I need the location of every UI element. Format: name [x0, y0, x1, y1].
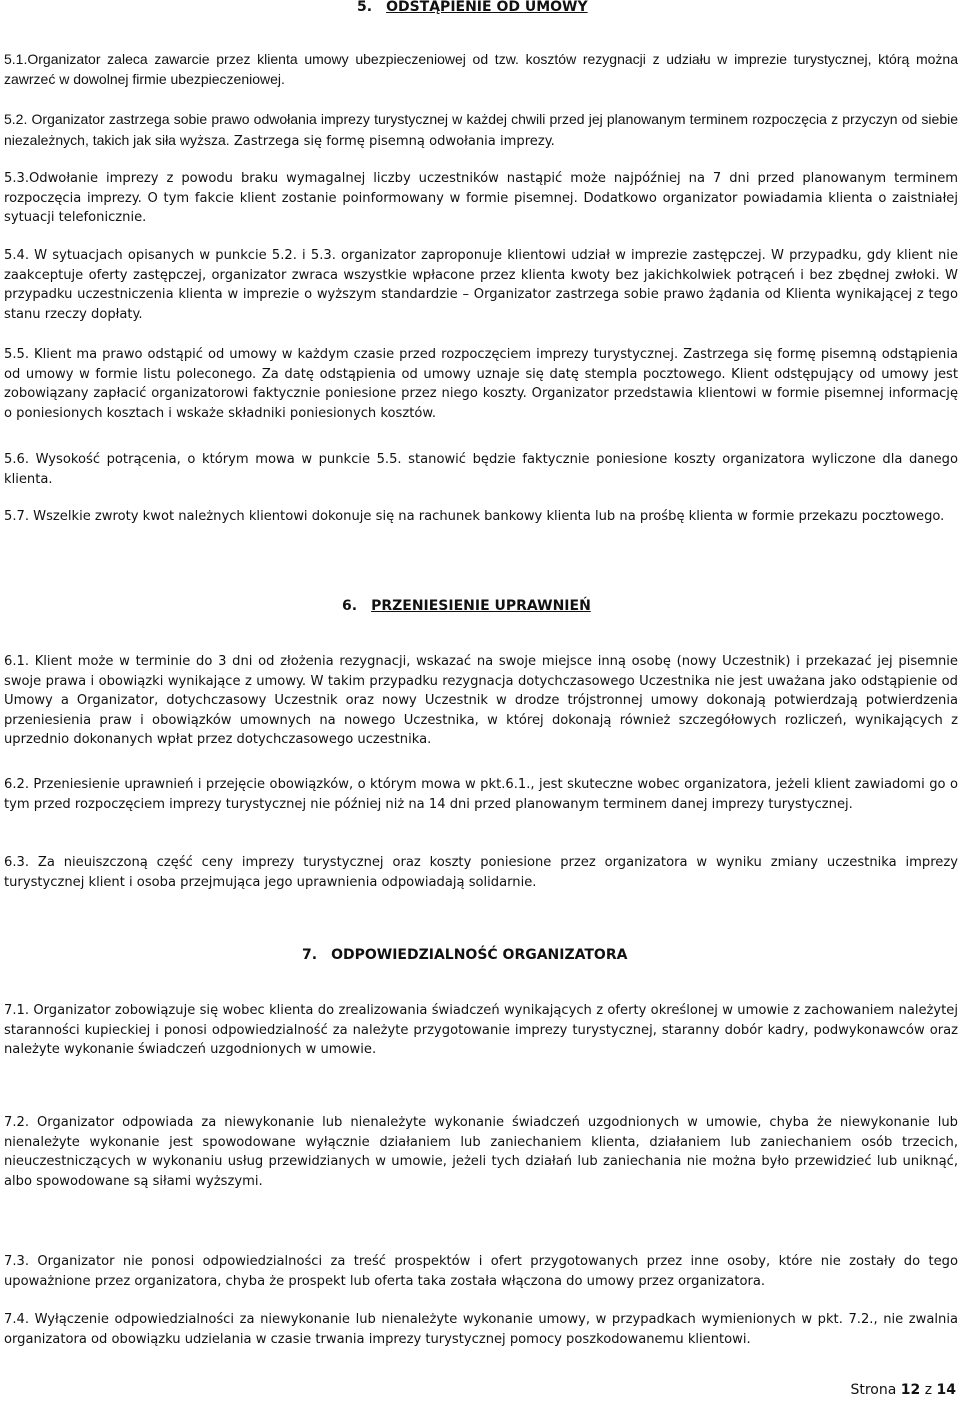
total-pages-number: 14 — [936, 1382, 956, 1398]
paragraph-6-3: 6.3. Za nieuiszczoną część ceny imprezy turystycznej oraz koszty poniesione przez organizatora w wyniku zmiany uczestnika imprezy turystycznej klient i osoba przejmująca jego uprawnienia odpowiadają solidarnie. — [4, 855, 958, 890]
page-number-footer — [850, 1381, 956, 1401]
paragraph-5-2-main: 5.2. Organizator zastrzega sobie prawo odwołania imprezy turystycznej w każdej chwili przed jej planowanym terminem rozpoczęcia z przyczyn od siebie niezależnych, takich jak siła wyższa. — [4, 111, 958, 148]
paragraph-7-4: 7.4. Wyłączenie odpowiedzialności za niewykonanie lub nienależyte wykonanie umowy, w przypadkach wymienionych w pkt. 7.2., nie zwalnia organizatora od obowiązku udzielania w czasie trwania imprezy turystycznej pomocy poszkodowanemu klientowi. — [4, 1312, 958, 1347]
section-title: PRZENIESIENIE UPRAWNIEŃ — [371, 598, 591, 614]
paragraph-7-3: 7.3. Organizator nie ponosi odpowiedzialności za treść prospektów i ofert przygotowanych przez inne osoby, które nie zostały do tego upoważnione przez organizatora, chyba że prospekt lub oferta taka została włączona do umowy przez organizatora. — [4, 1254, 958, 1289]
paragraph-5-1: 5.1.Organizator zaleca zawarcie przez klienta umowy ubezpieczeniowej od tzw. kosztów rezygnacji z udziału w imprezie turystycznej, którą można zawrzeć w dowolnej firmie ubezpieczeniowej. — [4, 51, 958, 87]
paragraph-5-2 — [4, 110, 958, 151]
current-page-number: 12 — [900, 1382, 921, 1398]
paragraph-6-1: 6.1. Klient może w terminie do 3 dni od złożenia rezygnacji, wskazać na swoje miejsce inną osobę (nowy Uczestnik) i przekazać jej pisemnie swoje prawa i obowiązki wynikające z umowy. W takim przypadku rezygnacja dotychczasowego Uczestnika nie jest uważana jako odstąpienie od Umowy a Organizator, dotychczasowy Uczestnik oraz nowy Uczestnik w drodze trójstronnej umowy dokonają potwierdzają potwierdzenia przeniesienia praw i obowiązków umownych na nowego Uczestnika, w której dokonają również szczegółowych rozliczeń, wynikających z uprzednio dokonanych wpłat przez dotychczasowego uczestnika. — [4, 654, 958, 748]
paragraph-5-3: 5.3.Odwołanie imprezy z powodu braku wymagalnej liczby uczestników nastąpić może najpóźniej na 7 dni przed planowanym terminem rozpoczęcia imprezy. O tym fakcie klient zostanie poinformowany w formie pisemnej. Dodatkowo organizator powiadamia klienta o zaistniałej sytuacji telefonicznie. — [4, 171, 958, 226]
paragraph-6-2: 6.2. Przeniesienie uprawnień i przejęcie obowiązków, o którym mowa w pkt.6.1., jest skuteczne wobec organizatora, jeżeli klient zawiadomi go o tym przed rozpoczęciem imprezy turystycznej nie później niż na 14 dni przed planowanym terminem danej imprezy turystycznej. — [4, 777, 958, 812]
paragraph-5-4: 5.4. W sytuacjach opisanych w punkcie 5.2. i 5.3. organizator zaproponuje klientowi udział w imprezie zastępczej. W przypadku, gdy klient nie zaakceptuje oferty zastępczej, organizator zwraca wszystkie wpłacone przez klienta kwoty bez jakichkolwiek potrąceń i bez zbędnej zwłoki. W przypadku uczestniczenia klienta w imprezie o wyższym standardzie – Organizator zastrzega sobie prawo żądania od Klienta wynikającej z tego stanu rzeczy dopłaty. — [4, 248, 958, 322]
paragraph-5-5: 5.5. Klient ma prawo odstąpić od umowy w każdym czasie przed rozpoczęciem imprezy turystycznej. Zastrzega się formę pisemną odstąpienia od umowy w formie listu poleconego. Za datę odstąpienia od umowy uznaje się datę stempla pocztowego. Klient odstępujący od umowy jest zobowiązany zapłacić organizatorowi faktycznie poniesione przez niego koszty. Organizator przedstawia klientowi w formie pisemnej informację o poniesionych kosztach i wskaże składniki poniesionych kosztów. — [4, 347, 958, 421]
paragraph-5-2-tail: Zastrzega się formę pisemną odwołania imprezy. — [233, 133, 555, 149]
section-number: 6. — [342, 598, 358, 614]
page-of-label: z — [924, 1382, 933, 1398]
page-label: Strona — [850, 1382, 897, 1398]
section-title: ODSTĄPIENIE OD UMOWY — [386, 0, 588, 15]
paragraph-7-1: 7.1. Organizator zobowiązuje się wobec klienta do zrealizowania świadczeń wynikających z oferty określonej w umowie z zachowaniem należytej staranności kupieckiej i ponosi odpowiedzialność za należyte przygotowanie imprezy turystycznej, staranny dobór kadry, podwykonawców oraz należyte wykonanie świadczeń uzgodnionych w umowie. — [4, 1003, 958, 1058]
section-title: ODPOWIEDZIALNOŚĆ ORGANIZATORA — [331, 947, 628, 963]
section-heading-6 — [4, 597, 958, 617]
section-heading-5 — [4, 0, 958, 18]
paragraph-5-7: 5.7. Wszelkie zwroty kwot należnych klientowi dokonuje się na rachunek bankowy klienta lub na prośbę klienta w formie przekazu pocztowego. — [4, 509, 945, 524]
section-number: 5. — [357, 0, 373, 15]
paragraph-7-2: 7.2. Organizator odpowiada za niewykonanie lub nienależyte wykonanie świadczeń uzgodnionych w umowie, chyba że niewykonanie lub nienależyte wykonanie jest spowodowane wyłącznie działaniem lub zaniechaniem klienta, działaniem lub zaniechaniem osób trzecich, nieuczestniczących w wykonaniu usług przewidzianych w umowie, jeżeli tych działań lub zaniechania nie można było przewidzieć lub uniknąć, albo spowodowane są siłami wyższymi. — [4, 1115, 958, 1189]
paragraph-5-6: 5.6. Wysokość potrącenia, o którym mowa w punkcie 5.5. stanowić będzie faktycznie poniesione koszty organizatora wyliczone dla danego klienta. — [4, 452, 958, 487]
section-heading-7 — [4, 946, 958, 966]
section-number: 7. — [302, 947, 318, 963]
